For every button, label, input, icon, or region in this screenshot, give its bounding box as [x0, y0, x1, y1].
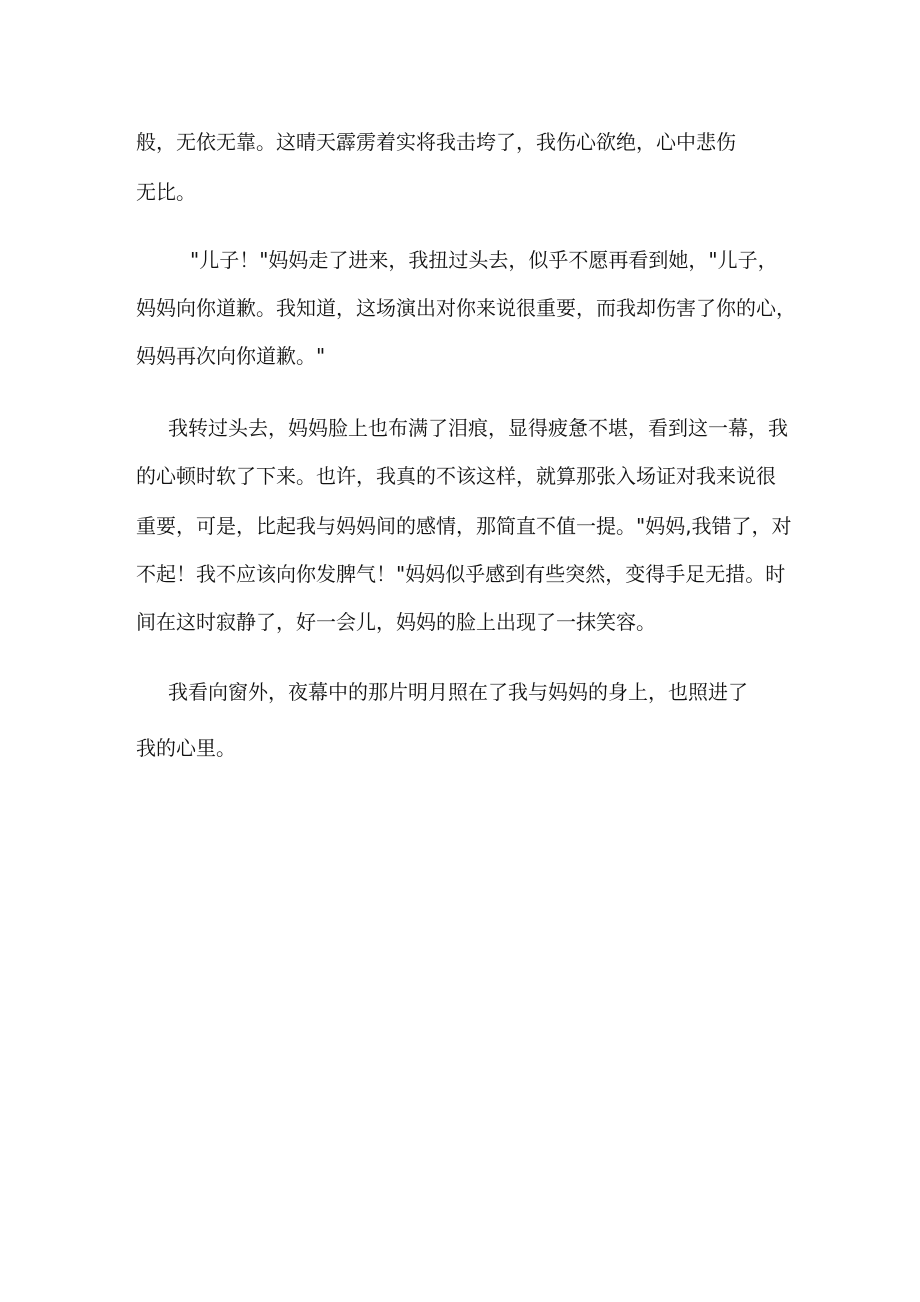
paragraph-3-line-4: 不起！我不应该向你发脾气！"妈妈似乎感到有些突然，变得手足无措。时	[136, 562, 786, 586]
paragraph-4-line-1: 我看向窗外，夜幕中的那片明月照在了我与妈妈的身上，也照进了	[168, 680, 748, 704]
paragraph-3-line-1: 我转过头去，妈妈脸上也布满了泪痕，显得疲惫不堪，看到这一幕，我	[168, 416, 788, 440]
paragraph-2-line-3: 妈妈再次向你道歉。"	[136, 344, 326, 368]
paragraph-2-line-1: "儿子！"妈妈走了进来，我扭过头去，似乎不愿再看到她，"儿子，	[190, 248, 778, 272]
paragraph-3-line-2: 的心顿时软了下来。也许，我真的不该这样，就算那张入场证对我来说很	[136, 464, 776, 488]
paragraph-2-line-2: 妈妈向你道歉。我知道，这场演出对你来说很重要，而我却伤害了你的心，	[136, 296, 796, 320]
paragraph-3-line-3: 重要，可是，比起我与妈妈间的感情，那简直不值一提。"妈妈,我错了，对	[136, 514, 792, 538]
paragraph-1-line-1: 般，无依无靠。这晴天霹雳着实将我击垮了，我伤心欲绝，心中悲伤	[136, 130, 736, 154]
paragraph-1-line-2: 无比。	[136, 180, 196, 204]
paragraph-4-line-2: 我的心里。	[136, 736, 236, 760]
paragraph-3-line-5: 间在这时寂静了，好一会儿，妈妈的脸上出现了一抹笑容。	[136, 610, 656, 634]
